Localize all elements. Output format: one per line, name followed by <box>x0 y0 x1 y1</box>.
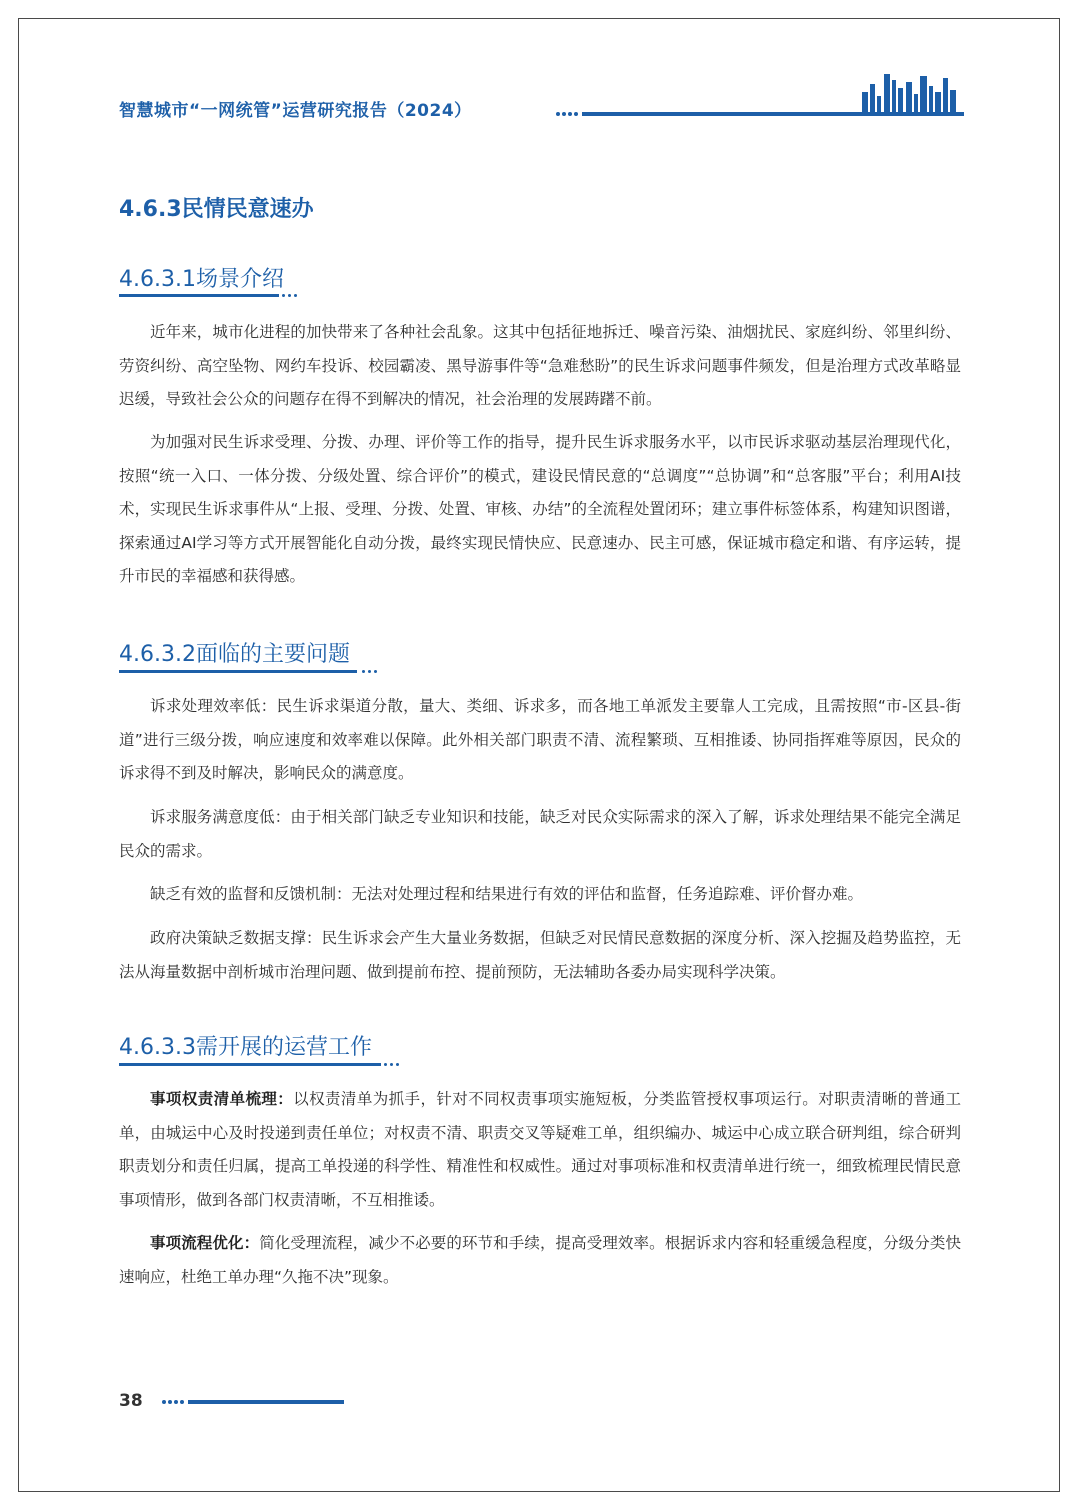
subsection-heading: 4.6.3.1场景介绍 <box>119 267 284 292</box>
paragraph: 为加强对民生诉求受理、分拨、办理、评价等工作的指导，提升民生诉求服务水平，以市民诉求驱动基层治理现代化，按照“统一入口、一体分拨、分级处置、综合评价”的模式，建设民情民意的“总调度”“总协调”和“总客服”平台；利用AI技术，实现民生诉求事件从“上报、受理、分拨、处置、审核、办结”的全流程处置闭环；建立事件标签体系，构建知识图谱，探索通过AI学习等方式开展智能化自动分拨，最终实现民情快应、民意速办、民主可感，保证城市稳定和谐、有序运转，提升市民的幸福感和获得感。 <box>119 433 961 585</box>
paragraph: 近年来，城市化进程的加快带来了各种社会乱象。这其中包括征地拆迁、噪音污染、油烟扰民、家庭纠纷、邻里纠纷、劳资纠纷、高空坠物、网约车投诉、校园霸凌、黑导游事件等“急难愁盼”的民生诉求问题事件频发，但是治理方式改革略显迟缓，导致社会公众的问题存在得不到解决的情况，社会治理的发展踌躇不前。 <box>119 323 961 408</box>
heading-dots <box>362 670 380 673</box>
heading-underline <box>119 294 279 297</box>
section-heading: 4.6.3民情民意速办 <box>119 197 314 222</box>
item-text: 简化受理流程，减少不必要的环节和手续，提高受理效率。根据诉求内容和轻重缓急程度，分级分类快速响应，杜绝工单办理“久拖不决”现象。 <box>119 1234 961 1286</box>
heading-underline <box>119 1063 381 1066</box>
item-lead: 事项流程优化： <box>150 1234 260 1252</box>
heading-underline <box>119 670 357 673</box>
paragraph: 诉求处理效率低：民生诉求渠道分散，量大、类细、诉求多，而各地工单派发主要靠人工完成，且需按照“市-区县-街道”进行三级分拨，响应速度和效率难以保障。此外相关部门职责不清、流程繁琐、互相推诿、协同指挥难等原因，民众的诉求得不到及时解决，影响民众的满意度。 <box>119 697 961 782</box>
paragraph: 政府决策缺乏数据支撑：民生诉求会产生大量业务数据，但缺乏对民情民意数据的深度分析、深入挖掘及趋势监控，无法从海量数据中剖析城市治理问题、做到提前布控、提前预防，无法辅助各委办局实现科学决策。 <box>119 929 961 981</box>
subsection-heading: 4.6.3.2面临的主要问题 <box>119 642 350 667</box>
list-item <box>119 1227 961 1294</box>
heading-dots <box>384 1063 402 1066</box>
heading-dots <box>282 294 300 297</box>
item-lead: 事项权责清单梳理： <box>150 1090 294 1108</box>
paragraph: 诉求服务满意度低：由于相关部门缺乏专业知识和技能，缺乏对民众实际需求的深入了解，诉求处理结果不能完全满足民众的需求。 <box>119 808 961 860</box>
city-skyline-icon <box>556 66 964 122</box>
footer-bar-decoration <box>162 1397 344 1407</box>
list-item <box>119 1083 961 1217</box>
subsection-heading: 4.6.3.3需开展的运营工作 <box>119 1035 372 1060</box>
item-text: 以权责清单为抓手，针对不同权责事项实施短板，分类监管授权事项运行。对职责清晰的普通工单，由城运中心及时投递到责任单位；对权责不清、职责交叉等疑难工单，组织编办、城运中心成立联合研判组，综合研判职责划分和责任归属，提高工单投递的科学性、精准性和权威性。通过对事项标准和权责清单进行统一，细致梳理民情民意事项情形，做到各部门权责清晰，不互相推诿。 <box>119 1090 961 1209</box>
paragraph: 缺乏有效的监督和反馈机制：无法对处理过程和结果进行有效的评估和监督，任务追踪难、评价督办难。 <box>150 885 864 903</box>
report-title: 智慧城市“一网统管”运营研究报告（2024） <box>119 101 472 121</box>
page-number: 38 <box>119 1391 143 1411</box>
